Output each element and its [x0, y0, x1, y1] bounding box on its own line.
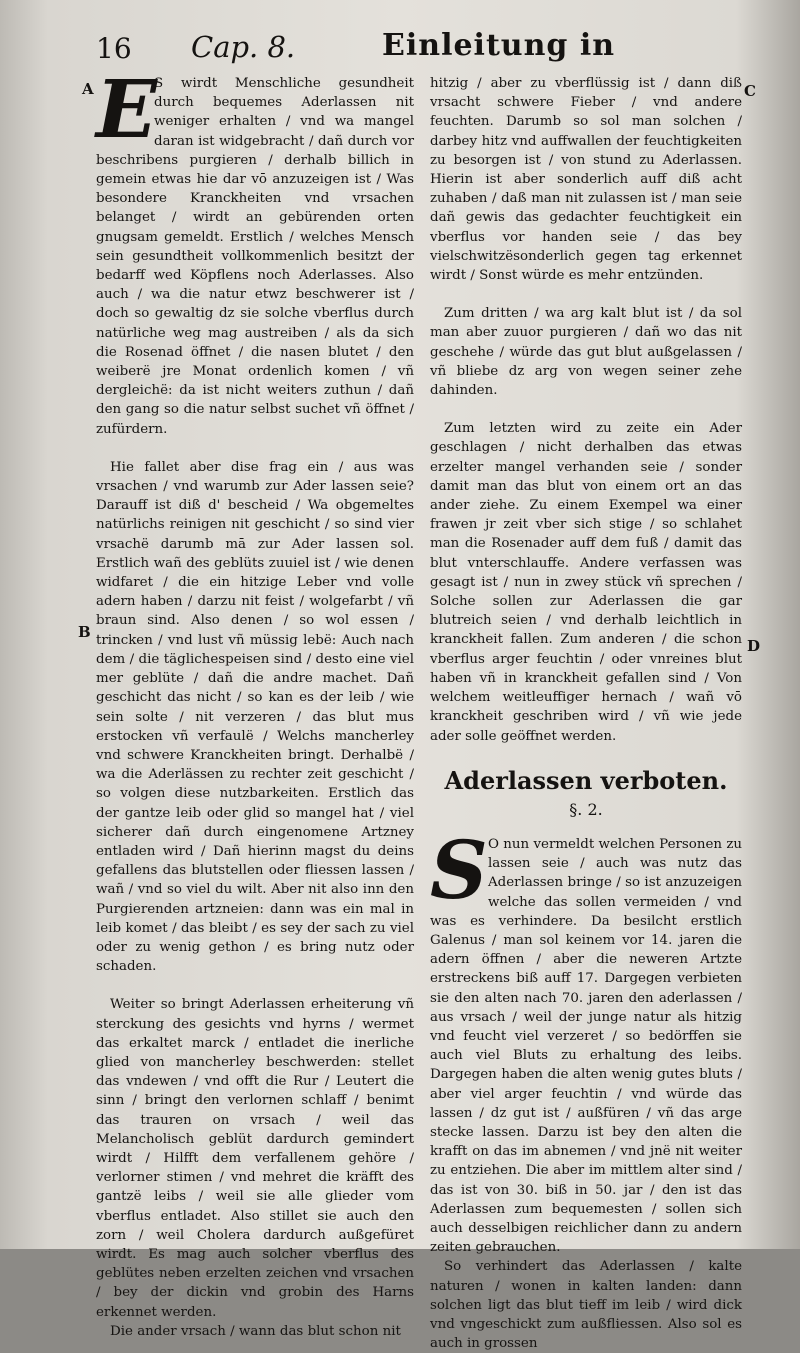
paragraph-1	[96, 62, 414, 439]
paragraph-5: hitzig / aber zu vberflüssig ist / dann diß vrsacht schwere Fieber / vnd andere feuchten. Darumb so sol man solchen / darbey hitz vnd auffwallen der feuchtigkeiten zu besorgen ist / von stund zu Aderlassen. Hierin ist aber sonderlich auff diß acht zuhaben / daß man nit zulassen ist / man seie dañ gewis das gedachter feuchtigkeit ein vberflus vor handen seie / das bey vielschwitzësonderlich gegen tag erkennet wirdt / Sonst würde es mehr entzünden.	[430, 76, 742, 284]
drop-cap: E	[96, 62, 157, 156]
chapter-label: Cap. 8.	[191, 30, 296, 64]
paragraph-1-body: Erstlich / welches Mensch sein gesundtheit vollkommenlich besitzt der bedarff wed Köpflens noch Aderlasses. Also auch / wa die natur etwz beschwerer ist / doch so gewaltig dz sie solche vberflus durch natürliche weg mag austreiben / als da sich die Rosenad öffnet / die nasen blutet / den weiberë jre Monat ordenlich komen / vñ dergleichë: da ist nicht weiters zuthun / dañ den gang so die natur selbst suchet vñ öffnet / zufürdern.	[96, 229, 414, 437]
page-header	[96, 28, 720, 76]
paragraph-3: Weiter so bringt Aderlassen erheiterung vñ sterckung des gesichts vnd hyrns / wermet das erkaltet marck / entladet die inerliche glied von mancherley beschwerden: stellet das vndewen / vnd offt die Rur / Leutert die sinn / bringt den verlornen schlaff / benimt das trauren on vrsach / weil das Melancholisch geblüt dardurch gemindert wirdt / Hilfft dem verfallenem gehöre / verlorner stimen / vnd mehret die kräfft des gantzë leibs / weil sie alle glieder vom vberflus entladet. Also stillet sie auch den zorn / weil Cholera dardurch außgefüret wirdt. Es mag auch solcher vberflus des geblütes neben erzelten zeichen vnd vrsachen / bey der dickin vnd grobin des Harns erkennet werden.	[96, 997, 414, 1320]
paragraph-8	[430, 822, 742, 1257]
section-number: §. 2.	[569, 799, 603, 819]
section-title: Aderlassen verboten.	[444, 765, 728, 795]
running-title: Einleitung in	[382, 28, 616, 63]
paragraph-8-body: Da besilcht erstlich Galenus / man sol keinem vor 14. jaren die adern öffnen / aber die neweren Artzte erstreckens biß auff 17. Dargegen verbieten sie den alten nach 70. jaren den aderlassen / aus vrsach / weil der junge natur als hitzig vnd feucht viel verzeret / so bedörffen sie auch viel Bluts zu erhaltung des leibs. Dargegen haben die alten wenig gutes bluts / aber viel arger feuchtin / vnd würde das lassen / dz gut ist / außfüren / vñ das arge stecke lassen. Darzu ist bey den alten die krafft on das im abnemen / vnd jnë nit weiter zu entziehen. Die aber im mittlem alter sind / das ist von 30. biß in 50. jar / den ist das Aderlassen zum bequemesten / sollen sich auch desselbigen reichlicher dann zu andern zeiten gebrauchen.	[430, 913, 742, 1256]
paragraph-4: Die ander vrsach / wann das blut schon nit	[110, 1323, 401, 1339]
page-number: 16	[96, 32, 132, 65]
right-column	[430, 74, 742, 1353]
margin-letter-b: B	[78, 623, 91, 641]
margin-letter-c: C	[744, 82, 756, 100]
paragraph-2: Hie fallet aber dise frag ein / aus was vrsachen / vnd warumb zur Ader lassen seie? Darauff ist diß d' bescheid / Wa obgemeltes natürlichs reinigen nit geschicht / so sind vier vrsachë darumb mā zur Ader lassen sol. Erstlich wañ des geblüts zuuiel ist / wie denen widfaret / die ein hitzige Leber vnd volle adern haben / darzu nit feist / wolgefarbt / vñ braun sind. Also denen / so wol essen / trincken / vnd lust vñ müssig lebë: Auch nach dem / die täglichespeisen sind / desto eine viel mer geblüte / dañ die andre machet. Dañ geschicht das nicht / so kan es der leib / wie sein solte / nit verzeren / das blut mus erstocken vñ verfaulë / Welchs mancherley vnd schwere Kranckheiten bringt. Derhalbë / wa die Aderlässen zu rechter zeit geschicht / so volgen diese nutzbarkeiten. Erstlich das der gantze leib oder glid so mangel hat / viel sicherer dañ durch eingenomene Artzney entladen wird / Dañ hierinn magst du deins gefallens das blutstellen oder fliessen lassen / wañ / vnd so viel du wilt. Aber nit also inn den Purgierenden artzneien: dann was ein mal in leib komet / das bleibt / es sey der sach zu viel oder zu wenig gethon / es bring nutz oder schaden.	[96, 459, 414, 975]
drop-cap-2: S	[430, 822, 488, 917]
left-column	[96, 62, 414, 1341]
margin-letter-d: D	[747, 637, 761, 655]
paragraph-7: Zum letzten wird zu zeite ein Ader geschlagen / nicht derhalben das etwas erzelter mangel verhanden seie / sonder damit man das blut von einem ort an das ander ziehe. Zu einem Exempel wa einer frawen jr zeit vber sich stige / so schlahet man die Rosenader auff dem fuß / damit das blut vnterschlauffe. Andere verfassen was gesagt ist / nun in zwey stück vñ sprechen / Solche sollen zur Aderlassen die gar blutreich seien / vnd derhalb leichtlich in kranckheit fallen. Zum anderen / die schon vberflus arger feuchtin / oder vnreines blut haben vñ in kranckheit gefallen sind / Von welchem weitleuffiger hernach / wañ vō kranckheit geschriben wird / vñ wie jede ader solle geöffnet werden.	[430, 421, 742, 744]
paragraph-1-opening: S wirdt Menschliche gesundheit durch bequemes Aderlassen nit weniger erhalten / vnd wa mangel daran ist widgebracht / dañ durch vor beschribens purgieren / derhalb billich in gemein etwas hie dar vō anzuzeigen ist / Was besondere Kranckheiten vnd vrsachen belanget / wirdt an gebürenden orten gnugsam gemeldt.	[96, 76, 414, 245]
paragraph-6: Zum dritten / wa arg kalt blut ist / da sol man aber zuuor purgieren / dañ wo das nit geschehe / würde das gut blut außgelassen / vñ bliebe dz arg von wegen seiner zehe dahinden.	[430, 306, 742, 399]
margin-letter-a: A	[82, 80, 94, 98]
paragraph-9: So verhindert das Aderlassen / kalte naturen / wonen in kalten landen: dann solchen ligt das blut tieff im leib / wird dick vnd vngeschickt zum außfliessen. Also sol es auch in grossen	[430, 1259, 742, 1352]
paragraph-8-opening: O nun vermeldt welchen Personen zu lassen seie / auch was nutz das Aderlassen bringe / so ist anzuzeigen welche das sollen vermeiden / vnd was es verhindere.	[430, 836, 742, 929]
